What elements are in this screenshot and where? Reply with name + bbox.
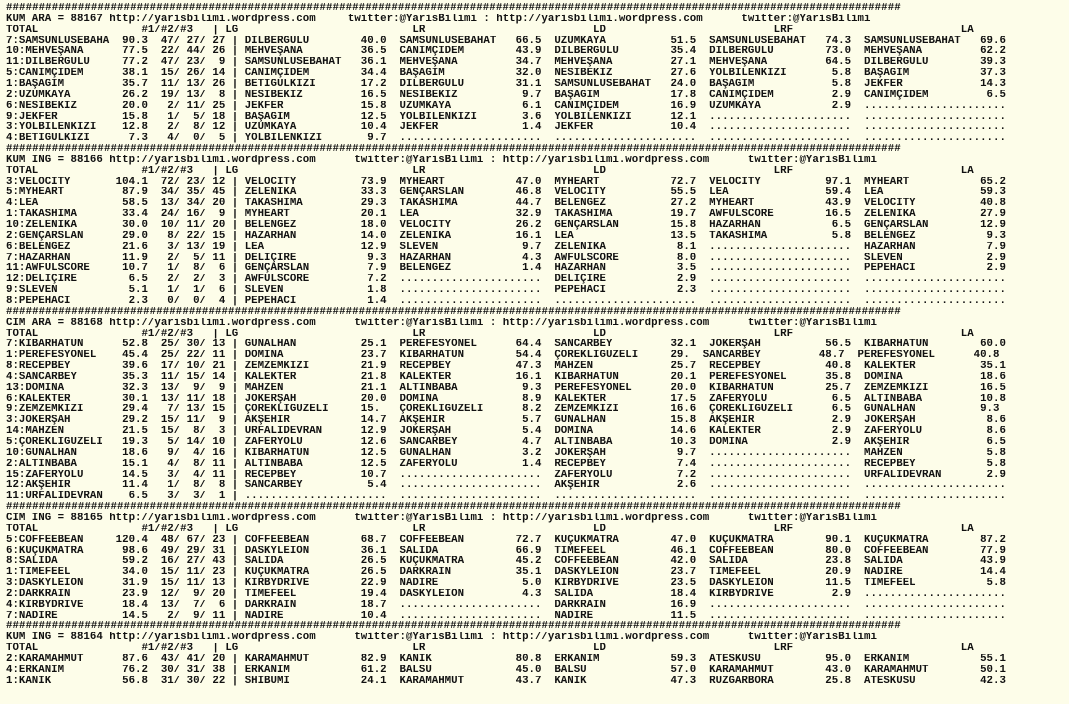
- result-row: 2:GENÇARSLAN 29.0 8/ 22/ 15 | HAZARHAN 14.0 ZELENİKA 16.1 LEA 13.5 TAKASHIMA 5.8 BELENGEZ 9.3: [6, 230, 1006, 242]
- result-row: 9:JEKFER 15.8 1/ 5/ 18 | BAŞAĞIM 12.5 YOLBİLENKIZI 3.6 YOLBİLENKIZI 12.1 ...................... ......................: [6, 111, 1006, 123]
- separator-line: #########################################################################################################################################: [6, 3, 901, 14]
- result-row: 12:AKŞEHİR 11.4 1/ 8/ 8 | SANCARBEY 5.4 ...................... AKŞEHİR 2.6 ...................... ......................: [6, 480, 1006, 492]
- result-row: 8:PEPEHACI 2.3 0/ 0/ 4 | PEPEHACI 1.4 ...................... ...................... ...................... ......................: [6, 295, 1006, 307]
- result-row: 3:VELOCITY 104.1 72/ 23/ 12 | VELOCITY 73.9 MYHEART 47.0 MYHEART 72.7 VELOCITY 97.1 MYHEART 65.2: [6, 176, 1006, 188]
- result-row: 3:JOKERŞAH 29.2 15/ 11/ 9 | AKŞEHİR 14.7 AKŞEHİR 5.7 GÜNALHAN 15.8 AKŞEHİR 2.9 JOKERŞAH 8.6: [6, 415, 1006, 427]
- race-header-row: KUM ING = 88164 http://yarisbilimi.wordpress.com twitter:@YarisBilimi : http://yarisbilimi.wordpress.com twitter:@YarisBilimi: [6, 632, 877, 644]
- result-row: 1:TAKASHIMA 33.4 24/ 16/ 9 | MYHEART 20.1 LEA 32.9 TAKASHIMA 19.7 AWFULSCORE 16.5 ZELENİKA 27.9: [6, 209, 1006, 221]
- result-row: 5:MYHEART 87.9 34/ 35/ 45 | ZELENİKA 33.3 GENÇARSLAN 46.8 VELOCITY 55.5 LEA 59.4 LEA 59.3: [6, 187, 1006, 199]
- result-row: 2:KARAMAHMUT 87.6 43/ 41/ 20 | KARAMAHMUT 82.9 KANIK 80.8 ERKANIM 59.3 ATESKUSU 95.0 ERKANIM 55.1: [6, 654, 1006, 665]
- column-header-row: TOTAL #1/#2/#3 | LG LR LD LRF LA: [6, 523, 974, 535]
- race-header-row: KUM ARA = 88167 http://yarisbilimi.wordpress.com twitter:@YarisBilimi : http://yarisbilimi.wordpress.com twitter:@YarisBilimi: [6, 13, 871, 25]
- result-row: 14:MAHZEN 21.5 15/ 8/ 3 | URFALİDEVRAN 12.9 JOKERŞAH 5.4 DOMİNA 14.6 KALEKTER 2.9 ZAFERYOLU 8.6: [6, 426, 1006, 438]
- result-row: 7:HAZARHAN 11.9 2/ 5/ 11 | DELİÇİRE 9.3 HAZARHAN 4.3 AWFULSCORE 8.0 ...................... SLEVEN 2.9: [6, 252, 1006, 264]
- column-header-row: TOTAL #1/#2/#3 | LG LR LD LRF LA: [6, 165, 974, 177]
- separator-line: #########################################################################################################################################: [6, 144, 901, 155]
- result-row: 1:BAŞAĞIM 35.7 11/ 13/ 26 | BETİGÜLKIZI 17.2 DİLBERGÜLÜ 31.1 SAMSUNLUSEBAHAT 24.0 BAŞAĞIM 5.8 JEKFER 14.3: [6, 78, 1006, 90]
- result-row: 4:SANCARBEY 35.3 11/ 15/ 14 | KALEKTER 21.8 KALEKTER 16.1 KİBARHATUN 20.1 PEREFESYONEL 35.8 DOMİNA 18.6: [6, 371, 1006, 383]
- column-header-row: TOTAL #1/#2/#3 | LG LR LD LRF LA: [6, 643, 974, 655]
- result-row: 8:RECEPBEY 39.6 17/ 10/ 21 | ZEMZEMKIZI 21.9 RECEPBEY 47.3 MAHZEN 25.7 RECEPBEY 40.8 KALEKTER 35.1: [6, 361, 1006, 372]
- result-row: 10:MEHVEŞANA 77.5 22/ 44/ 26 | MEHVEŞANA 36.5 CANIMÇİDEM 43.9 DİLBERGÜLÜ 35.4 DİLBERGÜLÜ 73.0 MEHVEŞANA 62.2: [6, 46, 1006, 58]
- result-row: 13:DOMİNA 32.3 13/ 9/ 9 | MAHZEN 21.1 ALTINBABA 9.3 PEREFESYONEL 20.0 KİBARHATUN 25.7 ZEMZEMKIZI 16.5: [6, 382, 1006, 394]
- result-row: 3:DASKYLEİON 31.9 15/ 11/ 13 | KIRBYDRIVE 22.9 NADİRE 5.0 KIRBYDRIVE 23.5 DASKYLEİON 11.5 TIMEFEEL 5.8: [6, 578, 1006, 589]
- result-row: 2:DARKRAİN 23.9 12/ 9/ 20 | TIMEFEEL 19.4 DASKYLEİON 4.3 SALİDA 18.4 KIRBYDRIVE 2.9 ......................: [6, 588, 1006, 600]
- result-row: 9:SLEVEN 5.1 1/ 1/ 6 | SLEVEN 1.8 ...................... PEPEHACI 2.3 ...................... ......................: [6, 285, 1006, 296]
- result-row: 4:KIRBYDRIVE 18.4 13/ 7/ 6 | DARKRAİN 18.7 ...................... DARKRAİN 16.9 ...................... ......................: [6, 599, 1006, 611]
- result-row: 11:URFALİDEVRAN 6.5 3/ 3/ 1 | ...................... ...................... ...................... ...................... ......................: [6, 491, 1006, 503]
- result-row: 1:PEREFESYONEL 45.4 25/ 22/ 11 | DOMİNA 23.7 KİBARHATUN 54.4 ÇÖREKLİGÜZELİ 29. SANCARBEY 48.7 PEREFESYONEL 40.8: [6, 350, 1000, 362]
- result-row: 6:NESİBEKİZ 20.0 2/ 11/ 25 | JEKFER 15.8 ÜZÜMKAYA 6.1 CANIMÇİDEM 16.9 ÜZÜMKAYA 2.9 ......................: [6, 100, 1006, 112]
- column-header-row: TOTAL #1/#2/#3 | LG LR LD LRF LA: [6, 24, 974, 36]
- result-row: 4:LEA 58.5 13/ 34/ 20 | TAKASHIMA 29.3 TAKASHIMA 44.7 BELENGEZ 27.2 MYHEART 43.9 VELOCITY 40.8: [6, 198, 1006, 210]
- result-row: 6:BELENGEZ 21.6 3/ 13/ 19 | LEA 12.9 SLEVEN 9.7 ZELENİKA 8.1 ...................... HAZARHAN 7.9: [6, 241, 1006, 253]
- result-row: 5:COFFEEBEAN 120.4 48/ 67/ 23 | COFFEEBEAN 68.7 COFFEEBEAN 72.7 KÜÇÜKMATRA 47.0 KÜÇÜKMATRA 90.1 KÜÇÜKMATRA 87.2: [6, 534, 1006, 546]
- result-row: 3:YOLBİLENKIZI 12.8 2/ 8/ 12 | ÜZÜMKAYA 10.4 JEKFER 1.4 JEKFER 10.4 ...................... ......................: [6, 122, 1006, 134]
- separator-line: #########################################################################################################################################: [6, 306, 901, 318]
- result-row: 6:KÜÇÜKMATRA 98.6 49/ 29/ 31 | DASKYLEİON 36.1 SALİDA 66.9 TIMEFEEL 46.1 COFFEEBEAN 80.0 COFFEEBEAN 77.9: [6, 545, 1006, 557]
- result-row: 9:ZEMZEMKIZI 29.4 7/ 13/ 15 | ÇÖREKLİGÜZELİ 15. ÇÖREKLİGÜZELİ 8.2 ZEMZEMKIZI 16.6 ÇÖREKLİGÜZELİ 6.5 GÜNALHAN 9.3: [6, 404, 1000, 416]
- result-row: 8:SALİDA 59.2 16/ 27/ 43 | SALİDA 26.5 KÜÇÜKMATRA 45.2 COFFEEBEAN 42.0 SALİDA 23.8 SALİDA 43.9: [6, 556, 1006, 568]
- result-row: 6:KALEKTER 30.1 13/ 11/ 18 | JOKERŞAH 20.0 DOMİNA 8.9 KALEKTER 17.5 ZAFERYOLU 6.5 ALTINBABA 10.8: [6, 393, 1006, 405]
- result-row: 12:DELİÇİRE 6.5 2/ 2/ 3 | AWFULSCORE 7.2 ...................... DELİÇİRE 2.9 ...................... ......................: [6, 274, 1006, 286]
- result-row: 11:AWFULSCORE 10.7 1/ 8/ 6 | GENÇARSLAN 7.9 BELENGEZ 1.4 HAZARHAN 3.5 ...................... PEPEHACI 2.9: [6, 263, 1006, 275]
- column-header-row: TOTAL #1/#2/#3 | LG LR LD LRF LA: [6, 328, 974, 340]
- race-header-row: KUM ING = 88166 http://yarisbilimi.wordpress.com twitter:@YarisBilimi : http://yarisbilimi.wordpress.com twitter:@YarisBilimi: [6, 154, 877, 166]
- result-row: 10:GÜNALHAN 18.6 9/ 4/ 16 | KİBARHATUN 12.5 GÜNALHAN 3.2 JOKERŞAH 9.7 ...................... MAHZEN 5.8: [6, 447, 1006, 459]
- result-row: 11:DİLBERGÜLÜ 77.2 47/ 23/ 9 | SAMSUNLUSEBAHAT 36.1 MEHVEŞANA 34.7 MEHVEŞANA 27.1 MEHVEŞANA 64.5 DİLBERGÜLÜ 39.3: [6, 57, 1006, 69]
- race-header-row: CIM ARA = 88168 http://yarisbilimi.wordpress.com twitter:@YarisBilimi : http://yarisbilimi.wordpress.com twitter:@YarisBilimi: [6, 317, 877, 329]
- result-row: 7:NADİRE 14.5 2/ 9/ 11 | NADİRE 10.4 ...................... NADİRE 11.5 ...................... ......................: [6, 610, 1006, 622]
- result-row: 7:SAMSUNLUSEBAHA 90.3 47/ 27/ 27 | DİLBERGÜLÜ 40.0 SAMSUNLUSEBAHAT 66.5 ÜZÜMKAYA 51.5 SAMSUNLUSEBAHAT 74.3 SAMSUNLUSEBAHAT 69.6: [6, 35, 1006, 47]
- separator-line: #########################################################################################################################################: [6, 502, 901, 513]
- result-row: 7:KİBARHATUN 52.8 25/ 30/ 13 | GÜNALHAN 25.1 PEREFESYONEL 64.4 SANCARBEY 32.1 JOKERŞAH 56.5 KİBARHATUN 60.0: [6, 339, 1006, 351]
- result-row: 5:ÇÖREKLİGÜZELİ 19.3 5/ 14/ 10 | ZAFERYOLU 12.6 SANCARBEY 4.7 ALTINBABA 10.3 DOMİNA 2.9 AKŞEHİR 6.5: [6, 437, 1006, 448]
- race-header-row: CIM ING = 88165 http://yarisbilimi.wordpress.com twitter:@YarisBilimi : http://yarisbilimi.wordpress.com twitter:@YarisBilimi: [6, 512, 877, 524]
- result-row: 2:ÜZÜMKAYA 26.2 19/ 13/ 8 | NESİBEKİZ 16.5 NESİBEKİZ 9.7 BAŞAĞIM 17.8 CANIMÇİDEM 2.9 CANIMÇİDEM 6.5: [6, 89, 1006, 101]
- result-row: 2:ALTINBABA 15.1 4/ 8/ 11 | ALTINBABA 12.5 ZAFERYOLU 1.4 RECEPBEY 7.4 ...................... RECEPBEY 5.8: [6, 458, 1006, 470]
- result-row: 5:CANIMÇİDEM 38.1 15/ 26/ 14 | CANIMÇİDEM 34.4 BAŞAĞIM 32.0 NESİBEKİZ 27.6 YOLBİLENKIZI 5.8 BAŞAĞIM 37.3: [6, 68, 1006, 79]
- result-row: 4:BETİGÜLKIZI 7.3 4/ 0/ 5 | YOLBİLENKIZI 9.7 ...................... ...................... ...................... ......................: [6, 133, 1006, 145]
- result-row: 1:TIMEFEEL 34.0 15/ 11/ 23 | KÜÇÜKMATRA 26.5 DARKRAİN 35.1 DASKYLEİON 23.7 TIMEFEEL 20.9 NADİRE 14.4: [6, 567, 1006, 579]
- result-row: 1:KANIK 56.8 31/ 30/ 22 | SHIBUMI 24.1 KARAMAHMUT 43.7 KANIK 47.3 RÜZGARBORA 25.8 ATESKUSU 42.3: [6, 675, 1006, 687]
- separator-line: #########################################################################################################################################: [6, 621, 901, 633]
- result-row: 4:ERKANIM 76.2 30/ 31/ 38 | ERKANIM 61.2 BALSU 45.0 BALSU 57.0 KARAMAHMUT 43.0 KARAMAHMUT 50.1: [6, 664, 1006, 676]
- result-row: 15:ZAFERYOLU 14.5 3/ 4/ 11 | RECEPBEY 10.7 ...................... ZAFERYOLU 7.2 ...................... URFALİDEVRAN 2.9: [6, 469, 1006, 481]
- result-row: 10:ZELENİKA 30.0 10/ 11/ 20 | BELENGEZ 18.0 VELOCITY 26.2 GENÇARSLAN 15.8 HAZARHAN 6.5 GENÇARSLAN 12.9: [6, 220, 1006, 231]
